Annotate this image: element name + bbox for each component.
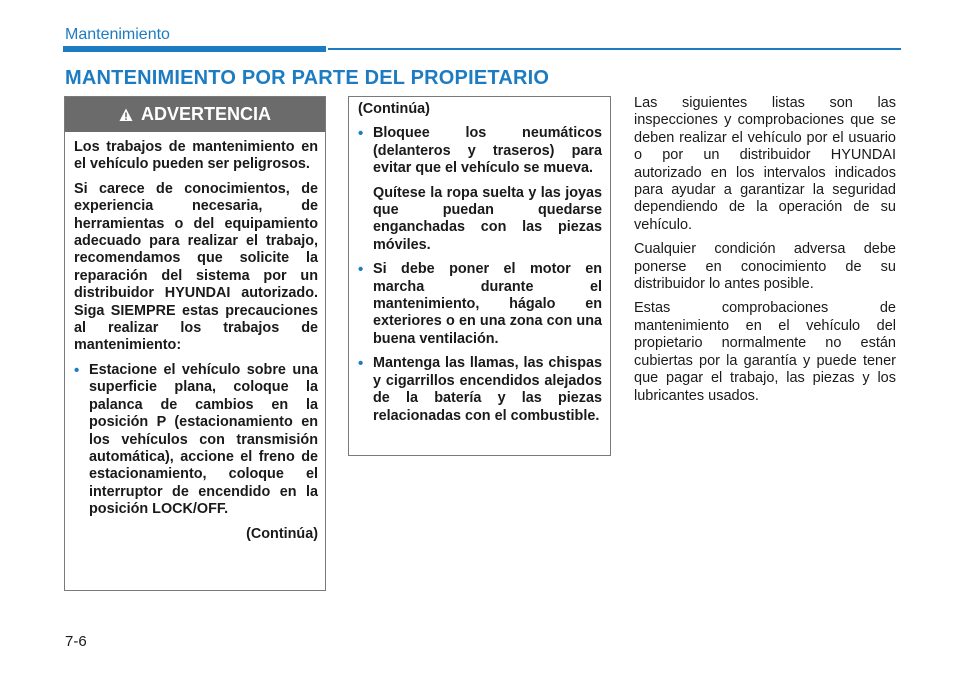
continued-body (349, 97, 610, 425)
header-rule-thick (63, 46, 326, 52)
warning-box (64, 96, 326, 591)
bullet-dot: • (358, 261, 364, 279)
continued-bullet-3-text: Mantenga las llamas, las chispas y cigarrillos encendidos alejados de la batería y las piezas relacionadas con el combustible. (373, 355, 602, 424)
continued-warning-box (348, 96, 611, 456)
warning-para-1: Los trabajos de mantenimiento en el vehículo pueden ser peligrosos. (74, 139, 318, 173)
warning-para-2: Si carece de conocimientos, de experiencia necesaria, de herramientas o del equipamiento adecuado para realizar el trabajo, recomendamos que solicite la reparación del sistema por un distribuidor HYUNDAI autorizado. Siga SIEMPRE estas precauciones al realizar los trabajos de mantenimiento: (74, 180, 318, 354)
body-text-column (634, 95, 896, 412)
body-para-3: Estas comprobaciones de mantenimiento en el vehículo del propietario normalmente no están cubiertas por la garantía y puede tener que pagar el trabajo, las piezas y los lubricantes usados. (634, 300, 896, 404)
continued-bullet-2 (358, 261, 602, 348)
bullet-dot: • (74, 361, 80, 379)
warning-continues: (Continúa) (246, 525, 318, 542)
body-para-1: Las siguientes listas son las inspecciones y comprobaciones que se deben realizar el vehículo por el usuario o por un distribuidor HYUNDAI autorizado en los intervalos indicados para ayudar a garantizar la seguridad dependiendo de la operación de su vehículo. (634, 95, 896, 233)
warning-bullet-1 (74, 362, 318, 519)
continued-heading: (Continúa) (358, 101, 430, 117)
continued-bullet-2-text: Si debe poner el motor en marcha durante el mantenimiento, hágalo en exteriores o en una zona con una buena ventilación. (373, 261, 602, 347)
warning-header-label: ADVERTENCIA (140, 104, 271, 124)
continued-bullet-1-extra: Quítese la ropa suelta y las joyas que puedan quedarse enganchadas con las piezas móviles. (373, 184, 602, 253)
warning-header (65, 97, 325, 132)
body-para-2: Cualquier condición adversa debe ponerse en conocimiento de su distribuidor lo antes posible. (634, 241, 896, 293)
section-label: Mantenimiento (65, 26, 170, 43)
bullet-dot: • (358, 355, 364, 373)
bullet-dot: • (358, 125, 364, 143)
continued-bullet-3 (358, 355, 602, 425)
warning-body (65, 132, 325, 543)
header-rule-thin (328, 48, 901, 50)
page-number: 7-6 (65, 633, 87, 650)
warning-triangle-icon (119, 108, 133, 122)
page-title: MANTENIMIENTO POR PARTE DEL PROPIETARIO (65, 67, 550, 89)
continued-bullet-1 (358, 125, 602, 177)
continued-bullet-1-text: Bloquee los neumáticos (delanteros y traseros) para evitar que el vehículo se mueva. (373, 125, 602, 177)
warning-bullet-1-text: Estacione el vehículo sobre una superficie plana, coloque la palanca de cambios en la posición P (estacionamiento en los vehículos con transmisión automática), accione el freno de estacionamiento, coloque el interruptor de encendido en la posición LOCK/OFF. (89, 361, 318, 518)
